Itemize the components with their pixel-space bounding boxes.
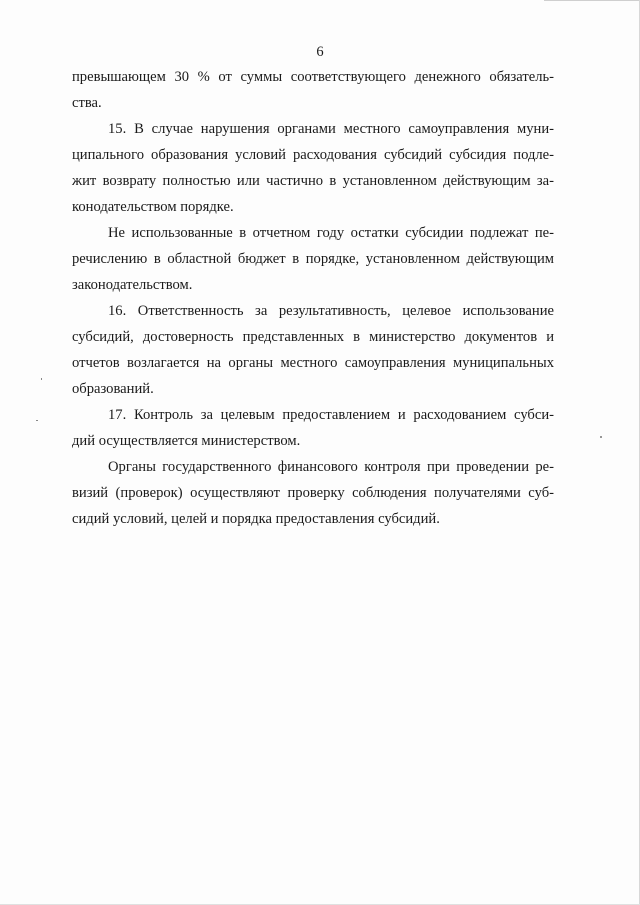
document-body [72,64,554,532]
text-line: образований. [72,381,154,397]
text-line: 15. В случае нарушения органами местного самоуправления муни- [108,121,554,137]
paragraph [72,64,554,116]
text-line: ципального образования условий расходования субсидий субсидия подле- [72,147,554,163]
text-line: 17. Контроль за целевым предоставлением и расходованием субси- [108,407,554,423]
text-line: конодательством порядке. [72,199,234,215]
text-line: Не использованные в отчетном году остатки субсидии подлежат пе- [108,225,554,241]
text-line: законодательством. [72,277,193,293]
paragraph [72,220,554,298]
paragraph [72,402,554,454]
text-line: Органы государственного финансового контроля при проведении ре- [108,459,554,475]
text-line: отчетов возлагается на органы местного самоуправления муниципальных [72,355,554,371]
text-line: дий осуществляется министерством. [72,433,301,449]
text-line: 16. Ответственность за результативность, целевое использование [108,303,554,319]
paragraph [72,298,554,402]
page-number: 6 [316,44,324,60]
text-line: превышающем 30 % от суммы соответствующего денежного обязатель- [72,69,554,85]
scan-speck [41,378,42,380]
paragraph [72,116,554,220]
text-line: жит возврату полностью или частично в установленном действующим за- [72,173,554,189]
text-line: субсидий, достоверность представленных в министерство документов и [72,329,554,345]
scan-frame-top [544,0,640,5]
scan-speck [36,420,38,421]
paragraph [72,454,554,532]
text-line: речислению в областной бюджет в порядке, установленном действующим [72,251,554,267]
text-line: визий (проверок) осуществляют проверку соблюдения получателями суб- [72,485,554,501]
scan-speck [600,436,602,438]
text-line: ства. [72,95,102,111]
text-line: сидий условий, целей и порядка предоставления субсидий. [72,511,440,527]
